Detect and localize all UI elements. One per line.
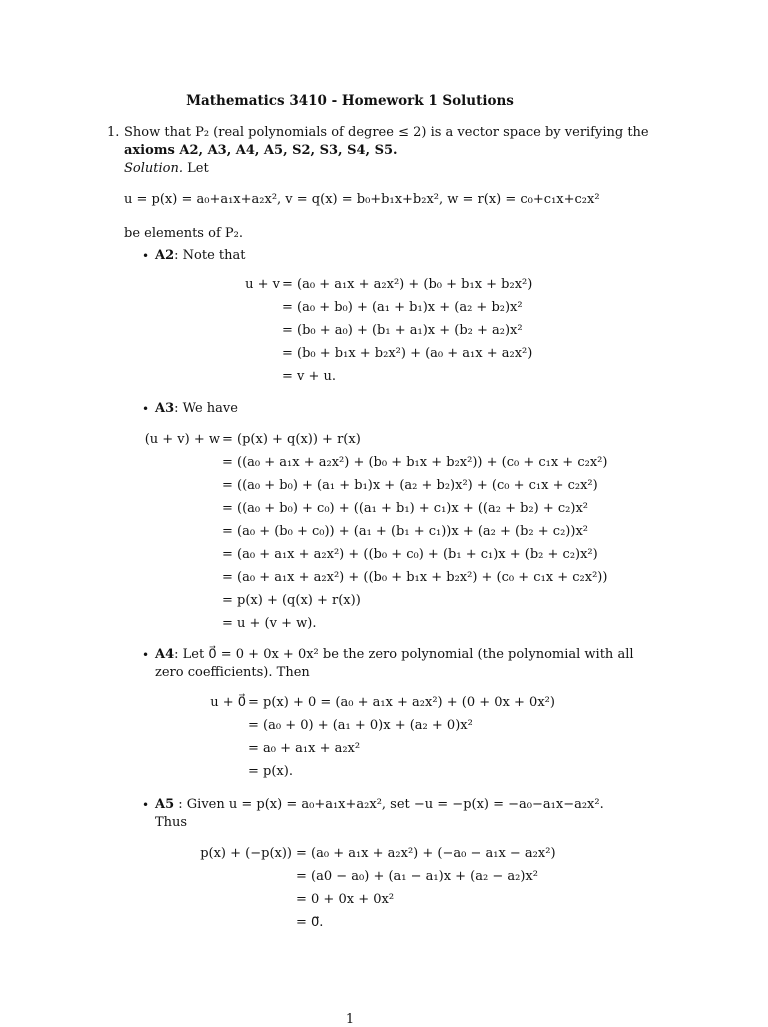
bullet-marker: • (142, 648, 150, 662)
problem-number: 1. (107, 125, 120, 140)
elements-line: be elements of P₂. (124, 226, 243, 241)
a4-lhs: u + 0⃗ (210, 695, 246, 710)
a2-intro: : Note that (174, 248, 246, 263)
a5-line-4: = 0⃗. (296, 915, 324, 930)
a5-line-3: = 0 + 0x + 0x² (296, 892, 395, 907)
a5-line-1: = (a₀ + a₁x + a₂x²) + (−a₀ − a₁x − a₂x²) (296, 846, 556, 861)
a4-label: A4 (155, 647, 175, 662)
a3-line-1: = (p(x) + q(x)) + r(x) (222, 432, 361, 447)
a3-line-4: = ((a₀ + b₀) + c₀) + ((a₁ + b₁) + c₁)x + ((a₂ + b₂) + c₂)x² (222, 501, 588, 516)
a3-lhs: (u + v) + w (144, 432, 220, 447)
a2-intro-line (155, 247, 245, 265)
a2-line-2: = (a₀ + b₀) + (a₁ + b₁)x + (a₂ + b₂)x² (282, 300, 523, 315)
solution-line (124, 160, 209, 178)
a3-line-3: = ((a₀ + b₀) + (a₁ + b₁)x + (a₂ + b₂)x²) + (c₀ + c₁x + c₂x²) (222, 478, 598, 493)
solution-label: Solution. (124, 161, 183, 176)
bullet-marker: • (142, 402, 150, 416)
solution-start: Let (187, 161, 209, 176)
a4-line-2: = (a₀ + 0) + (a₁ + 0)x + (a₂ + 0)x² (248, 718, 473, 733)
a4-intro-line (155, 646, 634, 664)
problem-statement-line2: axioms A2, A3, A4, A5, S2, S3, S4, S5. (124, 143, 398, 158)
a3-intro-line (155, 400, 238, 418)
bullet-marker: • (142, 798, 150, 812)
a3-label: A3 (155, 401, 175, 416)
a3-line-5: = (a₀ + (b₀ + c₀)) + (a₁ + (b₁ + c₁))x + (a₂ + (b₂ + c₂))x² (222, 524, 588, 539)
definitions-equation: u = p(x) = a₀+a₁x+a₂x², v = q(x) = b₀+b₁x+b₂x², w = r(x) = c₀+c₁x+c₂x² (124, 192, 600, 207)
bullet-marker: • (142, 249, 150, 263)
a3-intro: : We have (174, 401, 238, 416)
a2-line-3: = (b₀ + a₀) + (b₁ + a₁)x + (b₂ + a₂)x² (282, 323, 523, 338)
a3-line-9: = u + (v + w). (222, 616, 317, 631)
a5-intro-2: Thus (155, 815, 188, 830)
a5-intro-line (155, 796, 604, 814)
a3-line-2: = ((a₀ + a₁x + a₂x²) + (b₀ + b₁x + b₂x²)) + (c₀ + c₁x + c₂x²) (222, 455, 608, 470)
a4-intro-2: zero coefficients). Then (155, 665, 310, 680)
a2-lhs: u + v (245, 277, 280, 292)
page-number: 1 (345, 1012, 355, 1027)
page-title: Mathematics 3410 - Homework 1 Solutions (186, 93, 514, 109)
a5-line-2: = (a0 − a₀) + (a₁ − a₁)x + (a₂ − a₂)x² (296, 869, 538, 884)
a3-line-7: = (a₀ + a₁x + a₂x²) + ((b₀ + b₁x + b₂x²) + (c₀ + c₁x + c₂x²)) (222, 570, 608, 585)
a5-intro: : Given u = p(x) = a₀+a₁x+a₂x², set −u = −p(x) = −a₀−a₁x−a₂x². (174, 797, 604, 812)
a2-line-4: = (b₀ + b₁x + b₂x²) + (a₀ + a₁x + a₂x²) (282, 346, 533, 361)
a4-line-1: = p(x) + 0 = (a₀ + a₁x + a₂x²) + (0 + 0x + 0x²) (248, 695, 555, 710)
a4-line-3: = a₀ + a₁x + a₂x² (248, 741, 361, 756)
a4-line-4: = p(x). (248, 764, 293, 779)
a2-label: A2 (155, 248, 175, 263)
a5-label: A5 (155, 797, 175, 812)
a4-intro: : Let 0⃗ = 0 + 0x + 0x² be the zero polynomial (the polynomial with all (174, 647, 634, 662)
a2-line-1: = (a₀ + a₁x + a₂x²) + (b₀ + b₁x + b₂x²) (282, 277, 533, 292)
a2-line-5: = v + u. (282, 369, 337, 384)
a3-line-8: = p(x) + (q(x) + r(x)) (222, 593, 361, 608)
problem-statement-line1: Show that P₂ (real polynomials of degree ≤ 2) is a vector space by verifying the (124, 125, 649, 140)
a5-lhs: p(x) + (−p(x)) (200, 846, 292, 861)
a3-line-6: = (a₀ + a₁x + a₂x²) + ((b₀ + c₀) + (b₁ + c₁)x + (b₂ + c₂)x²) (222, 547, 598, 562)
